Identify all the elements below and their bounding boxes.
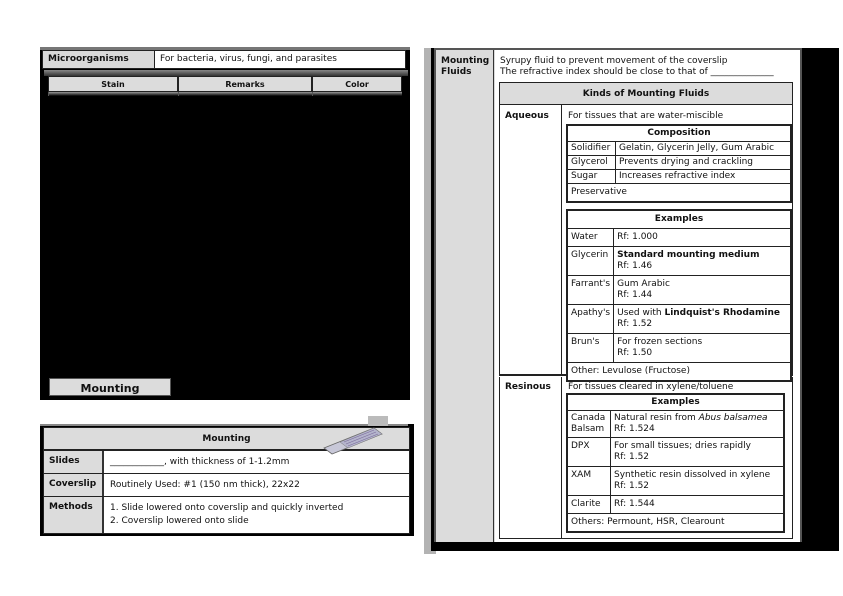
row-label: Slides [44, 451, 104, 473]
aqueous-label: Aqueous [505, 111, 549, 121]
cell: Glycerin [568, 247, 614, 276]
mounting-fluids-label: Mounting Fluids [436, 50, 494, 542]
cell: Glycerol [568, 156, 616, 170]
resinous-examples-table [566, 393, 785, 533]
aqueous-description: For tissues that are water-miscible [568, 111, 724, 121]
table-row [568, 276, 791, 305]
cell: Others: Permount, HSR, Clearount [568, 514, 784, 532]
left-panel-background [40, 48, 410, 400]
table-row [568, 363, 791, 381]
table-row [568, 496, 784, 514]
table-row-methods [44, 497, 409, 533]
table-row [568, 411, 784, 438]
table-row [568, 229, 791, 247]
cell: Natural resin from Abus balsamea Rf: 1.524 [611, 411, 784, 438]
cell: Other: Levulose (Fructose) [568, 363, 791, 381]
table-row [568, 334, 791, 363]
cell: Preservative [568, 184, 791, 202]
microorganisms-value: For bacteria, virus, fungi, and parasites [160, 54, 337, 64]
column-header-stain: Stain [48, 76, 178, 92]
method-2: 2. Coverslip lowered onto slide [110, 516, 249, 526]
resinous-label: Resinous [505, 382, 551, 392]
cell: XAM [568, 467, 611, 496]
table-row [568, 438, 784, 467]
column-header-remarks: Remarks [178, 76, 312, 92]
table-row [568, 467, 784, 496]
cell: Clarite [568, 496, 611, 514]
cell: Gelatin, Glycerin Jelly, Gum Arabic [616, 142, 791, 156]
mounting-fluids-intro [500, 56, 796, 78]
right-panel-bottom-shadow [431, 542, 839, 551]
table-row [568, 142, 791, 156]
stain-table-header [48, 76, 402, 92]
divider [561, 105, 562, 539]
row-value [104, 497, 409, 533]
table-row-coverslip [44, 474, 409, 497]
examples-title: Examples [568, 395, 784, 411]
resinous-description: For tissues cleared in xylene/toluene [568, 382, 734, 392]
intro-line-1: Syrupy fluid to prevent movement of the coverslip [500, 56, 728, 66]
table-row [568, 514, 784, 532]
mounting-table-title: Mounting [44, 428, 409, 451]
table-row [568, 170, 791, 184]
method-1: 1. Slide lowered onto coverslip and quickly inverted [110, 503, 344, 513]
mounting-section-label: Mounting [49, 378, 171, 396]
kinds-table-title: Kinds of Mounting Fluids [499, 82, 793, 105]
cell: Gum Arabic Rf: 1.44 [614, 276, 791, 305]
table-row [568, 184, 791, 202]
cell: Sugar [568, 170, 616, 184]
cell: Used with Lindquist's Rhodamine Rf: 1.52 [614, 305, 791, 334]
cell: DPX [568, 438, 611, 467]
cell: For frozen sections Rf: 1.50 [614, 334, 791, 363]
table-row [568, 305, 791, 334]
cell: Apathy's [568, 305, 614, 334]
composition-table [566, 124, 792, 203]
cell: Rf: 1.000 [614, 229, 791, 247]
mounting-section-button[interactable] [48, 377, 174, 399]
intro-line-2: The refractive index should be close to that of ______________ [500, 67, 774, 77]
cell: Farrant's [568, 276, 614, 305]
cell: Synthetic resin dissolved in xylene Rf: 1.52 [611, 467, 784, 496]
cell: Water [568, 229, 614, 247]
cell: Rf: 1.544 [611, 496, 784, 514]
row-label: Coverslip [44, 474, 104, 496]
stain-table-body-edge [48, 92, 402, 96]
microorganisms-row [42, 50, 406, 69]
row-value: Routinely Used: #1 (150 nm thick), 22x22 [110, 480, 300, 490]
microscope-slide-icon [322, 416, 388, 456]
column-header-color: Color [312, 76, 402, 92]
cell: Brun's [568, 334, 614, 363]
row-label: Methods [44, 497, 104, 533]
cell: For small tissues; dries rapidly Rf: 1.52 [611, 438, 784, 467]
table-row [568, 156, 791, 170]
cell: Canada Balsam [568, 411, 611, 438]
row-value: ____________, with thickness of 1-1.2mm [110, 457, 290, 467]
cell: Increases refractive index [616, 170, 791, 184]
cell: Solidifier [568, 142, 616, 156]
aqueous-examples-table [566, 209, 792, 382]
table-row [568, 247, 791, 276]
cell: Standard mounting medium Rf: 1.46 [614, 247, 791, 276]
examples-title: Examples [568, 211, 791, 229]
cell: Prevents drying and crackling [616, 156, 791, 170]
microorganisms-label: Microorganisms [43, 51, 155, 68]
composition-title: Composition [568, 126, 791, 142]
